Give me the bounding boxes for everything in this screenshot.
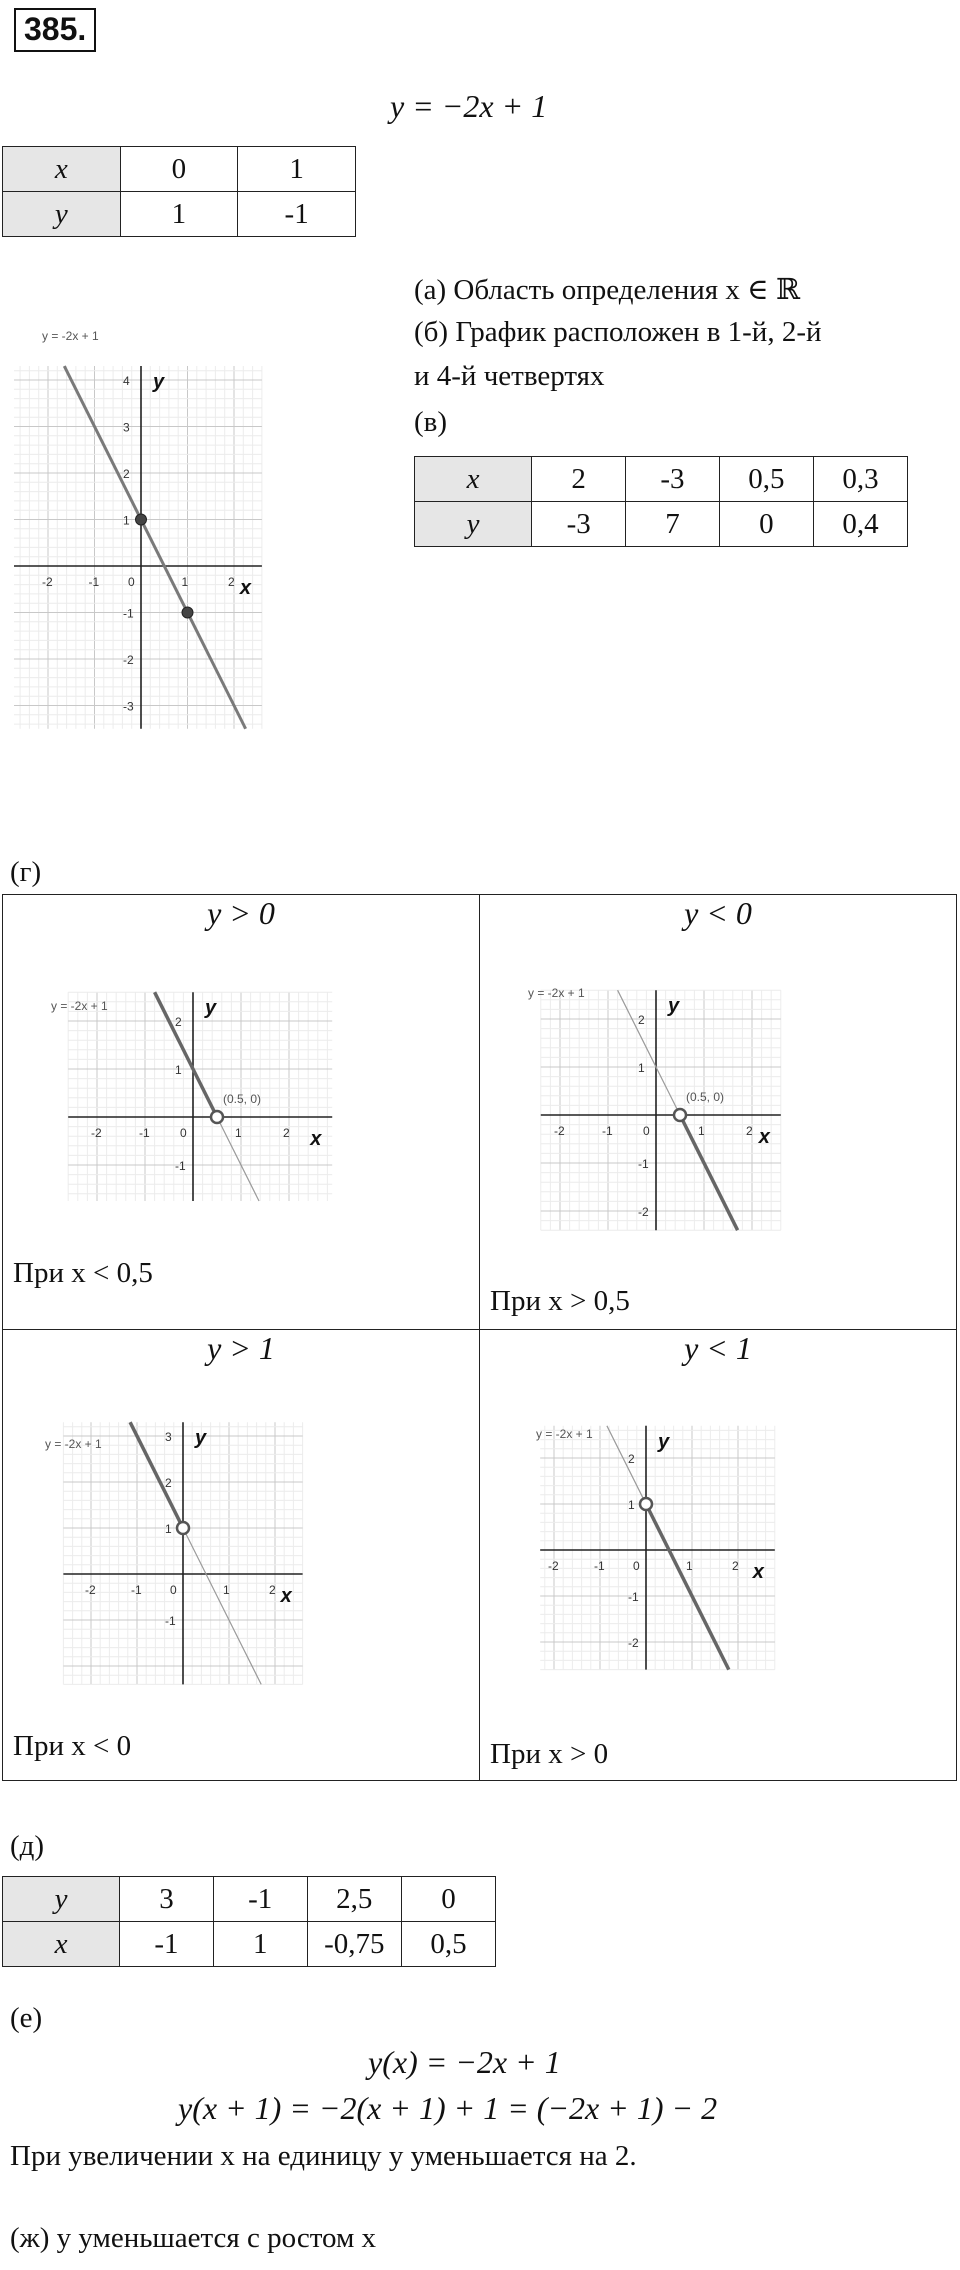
y-tick-label: 3 [165,1430,172,1444]
y-tick-label: 1 [628,1498,635,1512]
part-e-text: При увеличении x на единицу y уменьшается на 2. [10,2140,637,2172]
x-tick-label: 0 [633,1559,640,1573]
y-tick-label: -3 [123,699,134,714]
table-cell: 1 [213,1922,307,1967]
main-equation: y = −2x + 1 [390,88,548,124]
panel-graph [11,935,351,1235]
equation-e-2: y(x + 1) = −2(x + 1) + 1 = (−2x + 1) − 2 [178,2090,718,2126]
part-g-label: (г) [10,856,42,888]
y-tick-label: 1 [638,1061,645,1075]
x-tick-label: 0 [128,575,135,589]
panel-graph-content [536,1426,775,1670]
table-cell: -1 [238,192,356,237]
panel-graph-content [51,992,332,1201]
panel-answer: При x < 0,5 [13,1257,153,1289]
y-tick-label: -1 [175,1159,186,1173]
x-tick-label: 1 [181,575,189,589]
x-tick-label: 1 [686,1559,693,1573]
y-axis-label: y [658,1430,670,1453]
table-cell: y [415,502,532,547]
panel-graph [490,937,830,1277]
panel-y-gt-1 [2,1329,480,1781]
y-tick-label: -1 [638,1157,649,1171]
x-tick-label: -2 [91,1126,102,1140]
line-label: y = -2x + 1 [42,329,99,343]
x-tick-label: -2 [548,1559,559,1573]
table-cell: y [3,192,121,237]
open-point [640,1498,652,1510]
values-table-3 [2,1876,496,1967]
y-tick-label: 1 [123,513,130,528]
table-cell: -3 [626,457,720,502]
y-tick-label: 2 [123,467,130,481]
table-cell: x [415,457,532,502]
part-v-label: (в) [414,406,448,438]
x-tick-label: 1 [223,1583,230,1597]
panel-y-lt-0 [479,894,957,1330]
y-tick-label: 1 [165,1522,172,1536]
panel-answer: При x > 0 [490,1738,609,1770]
line-label: y = -2x + 1 [528,986,585,1000]
table-cell: y [3,1877,120,1922]
equation-e-1: y(x) = −2x + 1 [368,2044,561,2080]
y-axis-label: y [195,1427,207,1450]
table-cell: 0,4 [813,502,907,547]
x-tick-label: -1 [131,1583,142,1597]
problem-number: 385. [14,8,96,52]
y-tick-label: 4 [123,374,130,388]
x-axis-label: x [239,577,252,599]
x-tick-label: -2 [42,575,53,589]
y-axis-label: y [205,997,217,1020]
y-tick-label: -1 [165,1614,176,1628]
point [182,607,193,618]
x-tick-label: 0 [180,1126,187,1140]
function-line-segment [130,1422,183,1528]
table-cell: -1 [213,1877,307,1922]
panel-graph-content [528,986,781,1230]
panel-title: y > 1 [207,1330,275,1366]
panel-title: y < 1 [684,1330,752,1366]
x-axis-label: x [752,1561,764,1583]
y-tick-label: 2 [638,1013,645,1027]
table-cell: 1 [120,192,238,237]
table-cell: 7 [626,502,720,547]
line-label: y = -2x + 1 [536,1427,593,1441]
open-point [211,1111,223,1123]
y-tick-label: -2 [628,1636,639,1650]
x-tick-label: 0 [643,1124,650,1138]
x-tick-label: 2 [283,1126,290,1140]
line-label: y = -2x + 1 [51,999,108,1013]
panel-graph [490,1372,830,1732]
x-axis-label: x [310,1128,322,1150]
panel-y-gt-0 [2,894,480,1330]
table-cell: 0,3 [813,457,907,502]
table-cell: 0 [719,502,813,547]
table-row [3,1922,496,1967]
part-d-label: (д) [10,1830,45,1862]
table-cell: 0 [120,147,238,192]
table-cell: 0 [402,1877,496,1922]
function-line-segment [607,1426,646,1504]
y-tick-label: -2 [638,1205,649,1219]
x-tick-label: 2 [732,1559,739,1573]
y-axis-label: y [153,371,165,394]
y-tick-label: -1 [628,1590,639,1604]
x-tick-label: 0 [170,1583,177,1597]
panel-graph [11,1372,361,1717]
x-tick-label: 2 [228,575,235,589]
x-tick-label: 1 [235,1126,242,1140]
x-tick-label: -2 [85,1583,96,1597]
y-tick-label: 2 [628,1452,635,1466]
y-axis-label: y [668,995,680,1018]
part-e-label: (е) [10,2002,43,2034]
y-tick-label: 3 [123,420,130,435]
x-tick-label: 2 [746,1124,753,1138]
panel-answer: При x < 0 [13,1730,132,1762]
y-tick-label: 1 [175,1063,182,1077]
x-tick-label: 2 [269,1583,276,1597]
x-tick-label: 1 [698,1124,705,1138]
table-row [415,502,908,547]
table-cell: 0,5 [402,1922,496,1967]
part-b-text-1: (б) График расположен в 1-й, 2-й [414,316,822,348]
x-axis-label: x [280,1585,292,1607]
x-tick-label: -1 [594,1559,605,1573]
y-tick-label: 2 [165,1476,172,1490]
line-label: y = -2x + 1 [45,1437,102,1451]
point [136,514,147,525]
y-tick-label: -2 [123,653,134,667]
main-graph-content [14,329,262,729]
part-zh-text: (ж) y уменьшается с ростом x [10,2222,377,2254]
panel-graph-content [45,1422,303,1684]
table-row [415,457,908,502]
table-cell: 0,5 [719,457,813,502]
table-cell: -3 [532,502,626,547]
main-graph [14,268,384,798]
x-tick-label: -2 [554,1124,565,1138]
panel-answer: При x > 0,5 [490,1285,630,1317]
table-row [3,1877,496,1922]
table-cell: x [3,1922,120,1967]
function-line-segment [183,1528,261,1684]
table-cell: x [3,147,121,192]
x-tick-label: -1 [602,1124,613,1138]
table-cell: 2 [532,457,626,502]
x-tick-label: -1 [88,575,100,589]
table-cell: 2,5 [307,1877,401,1922]
values-table-1 [2,146,356,237]
panel-title: y > 0 [207,895,275,931]
panel-title: y < 0 [684,895,752,931]
y-tick-label: -1 [123,606,134,621]
point-label: (0.5, 0) [686,1090,725,1104]
open-point [177,1522,189,1534]
table-row [3,192,356,237]
open-point [674,1109,686,1121]
table-cell: 1 [238,147,356,192]
panel-y-lt-1 [479,1329,957,1781]
values-table-2 [414,456,908,547]
y-tick-label: 2 [175,1015,182,1029]
x-tick-label: -1 [139,1126,150,1140]
point-label: (0.5, 0) [223,1092,262,1106]
x-axis-label: x [758,1126,770,1148]
table-cell: 3 [120,1877,214,1922]
table-cell: -0,75 [307,1922,401,1967]
table-row [3,147,356,192]
table-cell: -1 [120,1922,214,1967]
part-b-text-2: и 4-й четвертях [414,360,605,392]
part-a-text: (а) Область определения x ∈ ℝ [414,274,800,306]
